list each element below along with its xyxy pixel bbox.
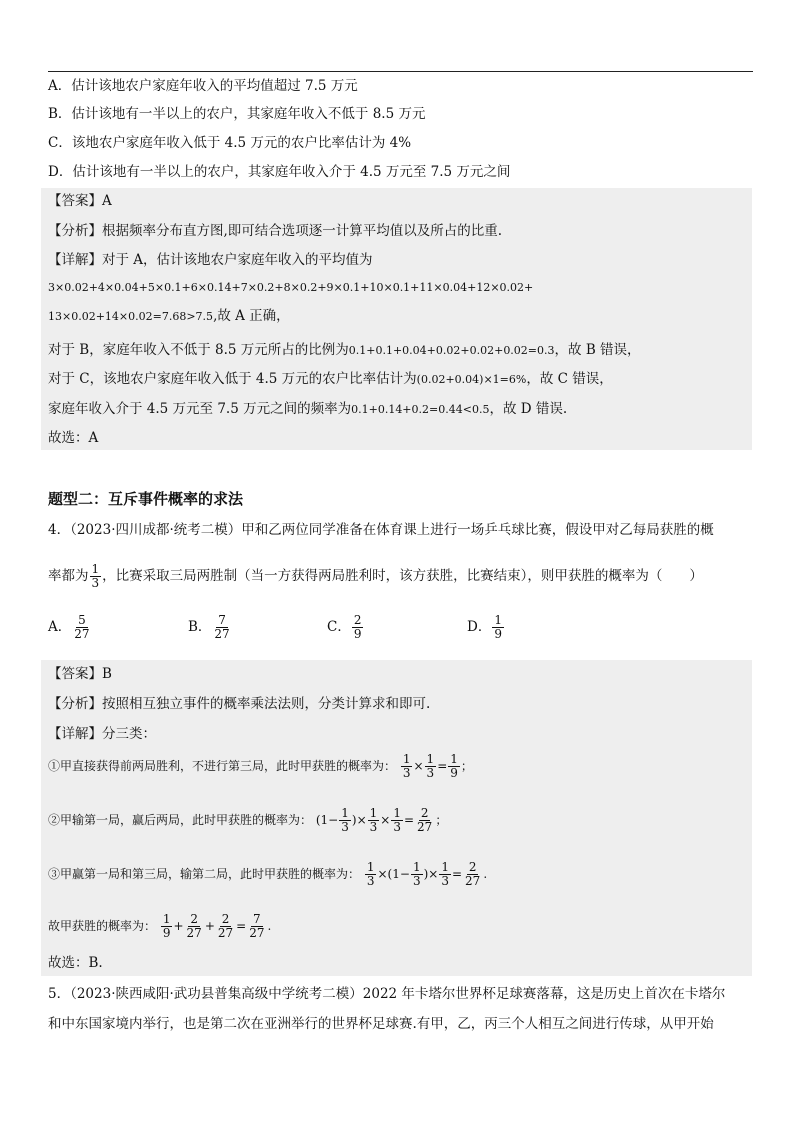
op: (1 [387,867,400,881]
case-1 [48,748,473,784]
n: 1 [441,860,449,874]
f [391,807,403,834]
mean-expression-2 [48,306,290,327]
choice-q4: 故选：B. [48,955,103,971]
d: 3 [441,874,449,888]
frac-den: 9 [353,627,362,641]
d: 3 [393,820,401,834]
prob-fraction [90,563,102,590]
detail-intro-q4: 【详解】分三类： [48,726,156,742]
f [185,913,204,940]
d: 27 [249,926,265,940]
f [247,913,266,940]
total-text: 故甲获胜的概率为： [48,919,157,933]
op: + [204,919,215,933]
n: 1 [393,806,401,820]
op: ； [460,759,473,773]
n: 2 [221,912,230,926]
f [368,807,380,834]
option-d: D．估计该地有一半以上的农户，其家庭年收入介于 4.5 万元至 7.5 万元之间 [48,164,511,180]
prob-den: 3 [91,576,100,590]
n: 7 [253,912,261,926]
f [339,807,351,834]
f [411,861,423,888]
mean-conclusion: ,故 A 正确， [213,308,290,324]
c-check-conclusion: ，故 C 错误， [526,371,613,387]
n: 1 [162,912,171,926]
case-2-text: ②甲输第一局，赢后两局，此时甲获胜的概率为： [48,813,313,827]
n: 1 [366,860,375,874]
b-check-conclusion: ，故 B 错误， [554,342,641,358]
answer-q4: 【答案】B [48,666,112,682]
f [216,913,235,940]
case-3 [48,856,487,892]
answer-q3: 【答案】A [48,193,112,209]
op: = [437,759,448,773]
op: × [428,867,439,881]
detail-intro-q3: 【详解】对于 A，估计该地农户家庭年收入的平均值为 [48,252,373,268]
frac-num: 5 [78,613,86,627]
op: . [267,919,272,933]
option-c-check [48,369,613,390]
q5-stem-line-1: 5．（2023·陕西咸阳·武功县普集高级中学统考二模）2022 年卡塔尔世界杯足球赛落幕，这是历史上首次在卡塔尔 [48,986,726,1002]
n: 1 [450,752,458,766]
total-probability [48,908,271,944]
d: 27 [465,874,481,888]
op: = [403,813,415,827]
q4-stem-line-2 [48,558,703,594]
op: × [377,867,388,881]
b-check-expr: 0.1+0.1+0.04+0.02+0.02+0.02=0.3 [348,344,555,357]
c-check-expr: (0.02+0.04)×1=6% [416,373,527,386]
q4-option-b-fraction [212,614,231,641]
frac-den: 9 [494,627,502,641]
analysis-q4: 【分析】按照相互独立事件的概率乘法法则，分类计算求和即可. [48,696,431,712]
q4-option-c [327,614,364,641]
d-check-expr: 0.1+0.14+0.2=0.44<0.5 [351,403,490,416]
d: 27 [186,926,202,940]
q4-option-a-label: A． [48,619,72,635]
q4-option-c-fraction [352,614,364,641]
f [448,753,460,780]
q4-option-d-label: D． [467,619,492,635]
analysis-q3: 【分析】根据频率分布直方图,即可结合选项逐一计算平均值以及所占的比重. [48,223,503,239]
choice-q3: 故选：A [48,430,99,446]
q4-option-d-fraction [492,614,504,641]
option-b: B．估计该地有一半以上的农户，其家庭年收入不低于 8.5 万元 [48,106,426,122]
d: 9 [162,926,171,940]
option-d-check [48,399,567,420]
op: ) [351,813,357,827]
mean-expression-2-math: 13×0.02+14×0.02=7.68>7.5 [48,310,214,323]
n: 1 [426,752,435,766]
n: 1 [412,860,421,874]
d: 27 [417,820,433,834]
op: ) [423,867,429,881]
frac-num: 7 [218,613,226,627]
n: 1 [402,752,411,766]
q4-option-b [188,614,233,641]
q4-option-c-label: C． [327,619,351,635]
q5-stem-line-2: 和中东国家境内举行，也是第二次在亚洲举行的世界杯足球赛.有甲，乙，丙三个人相互之间进行传球，从甲开始 [48,1016,714,1032]
d: 3 [412,874,421,888]
d-check-conclusion: ，故 D 错误. [489,401,568,417]
q4-stem-line-1: 4．（2023·四川成都·统考二模）甲和乙两位同学准备在体育课上进行一场乒乓球比赛，假设甲对乙每局获胜的概 [48,522,714,538]
frac-num: 1 [494,613,502,627]
d-check-text: 家庭年收入介于 4.5 万元至 7.5 万元之间的频率为 [48,401,352,417]
op: = [236,919,247,933]
q4-option-a-fraction [72,614,91,641]
d: 27 [217,926,234,940]
case-2 [48,802,447,838]
d: 3 [341,820,349,834]
q4-option-d [467,614,505,641]
option-c: C．该地农户家庭年收入低于 4.5 万元的农户比率估计为 4% [48,135,412,151]
op: × [413,759,424,773]
q4-option-a [48,614,93,641]
d: 3 [366,874,375,888]
n: 1 [369,806,378,820]
op: (1 [315,813,329,827]
op: + [173,919,184,933]
option-a: A．估计该地农户家庭年收入的平均值超过 7.5 万元 [48,78,358,94]
f [365,861,377,888]
mean-expression-1: 3×0.02+4×0.04+5×0.1+6×0.14+7×0.2+8×0.2+9×0.1+10×0.1+11×0.04+12×0.02+ [48,281,534,294]
c-check-text: 对于 C，该地农户家庭年收入低于 4.5 万元的农户比率估计为 [48,371,417,387]
d: 3 [402,766,411,780]
b-check-text: 对于 B，家庭年收入不低于 8.5 万元所占的比例为 [48,342,349,358]
d: 3 [369,820,378,834]
op: ； [435,813,448,827]
d: 3 [426,766,435,780]
q4-option-b-label: B． [188,619,212,635]
op: = [451,867,463,881]
case-1-text: ①甲直接获得前两局胜利，不进行第三局，此时甲获胜的概率为： [48,759,397,773]
prob-num: 1 [91,562,100,576]
op: × [380,813,391,827]
op: × [356,813,367,827]
f [161,913,173,940]
f [415,807,434,834]
n: 2 [420,806,429,820]
q4-stem-2a: 率都为 [48,568,89,584]
op: − [328,813,339,827]
q4-stem-2b: ，比赛采取三局两胜制（当一方获得两局胜利时，该方获胜，比赛结束），则甲获胜的概率为（ ） [102,568,703,584]
f [439,861,451,888]
d: 9 [450,766,458,780]
frac-den: 27 [74,627,90,641]
n: 1 [341,806,349,820]
frac-den: 27 [214,627,230,641]
f [425,753,437,780]
option-b-check [48,340,641,361]
f [401,753,413,780]
n: 2 [190,912,198,926]
case-3-text: ③甲赢第一局和第三局，输第二局，此时甲获胜的概率为： [48,867,361,881]
top-rule [48,71,753,72]
f [463,861,482,888]
n: 2 [468,860,477,874]
frac-num: 2 [353,613,362,627]
op: − [399,867,410,881]
op: . [483,867,488,881]
section-title: 题型二：互斥事件概率的求法 [48,490,244,508]
